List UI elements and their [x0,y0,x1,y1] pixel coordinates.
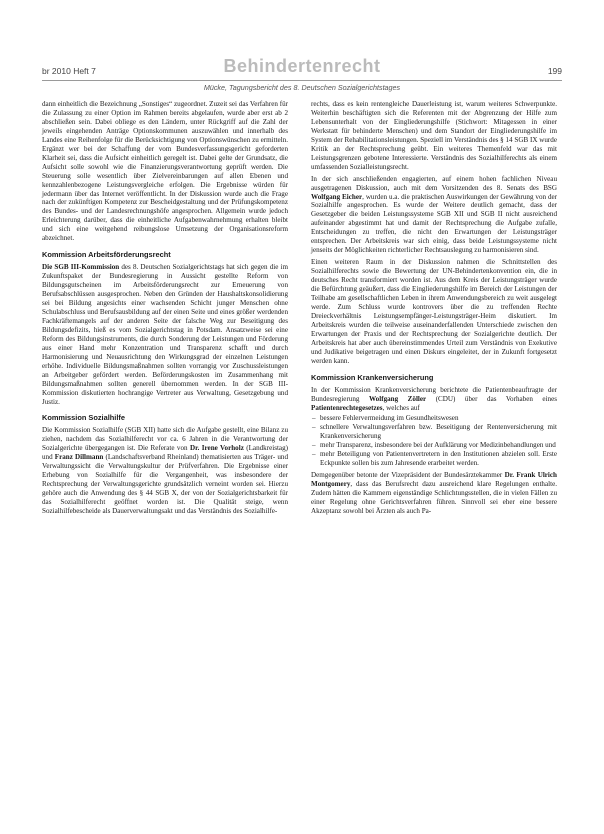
bullet-list [311,414,557,468]
right-column [311,100,557,516]
header-rule [42,80,562,81]
list-item: – bessere Fehlervermeidung im Gesundheitswesen [320,414,557,423]
paragraph [311,471,557,516]
section-heading: Kommission Krankenversicherung [311,372,434,382]
list-item: – mehr Transparenz, insbesondere bei der Aufklärung vor Medizinbehandlungen und [320,441,557,450]
list-item: – schnellere Verwaltungsverfahren bzw. Beseitigung der Rentenversicherung mit Krankenversicherung [320,423,557,441]
paragraph: rechts, dass es kein rentengleiche Dauerleistung ist, warum weiteres Schwerpunkte. Weiterhin beschäftigten sich die Referenten mit der Abgrenzung der Hilfe zum Lebensunterhalt von der Eingliederungshilfe (Stichwort: Mitagessen in einer Werkstatt für behinderte Menschen) und dem Standort der Eingliederungshilfe im System der Rehabilitationsleistungen. Speziell im Verständnis des § 14 SGB IX wurde Kritik an der Rechtsprechung geübt. Ein weiteres Themenfeld war das mit Leistungsgrenzen gebotene Interessierte. Verständnis des Sozialhilferechts als einem umfassenden Sozialleistungsrecht. [311,100,557,171]
page-number: 199 [547,66,562,76]
paragraph [311,175,557,256]
bold-text: Die SGB III-Kommission [42,263,120,272]
bold-text: Dr. Frank Ulrich Montgomery [311,471,558,489]
paragraph [311,386,557,413]
paragraph-text: In der Kommission Krankenversicherung berichtete die Patientenbeauftragte der Bundesregierung [311,385,557,403]
paragraph-text: In der sich anschließenden engagierten, auf einem hohen fachlichen Niveau ausgetragenen Diskussion, auch mit dem Vorsitzenden des 8. Senats des BSG [311,174,557,192]
running-subtitle: Mücke, Tagungsbericht des 8. Deutschen Sozialgerichtstages [203,83,401,92]
paragraph-text: (Landkreistag) und [42,444,288,462]
bold-text: Franz Dillmann [54,453,104,462]
paragraph [42,263,288,406]
paragraph-text: , wurden u.a. die praktischen Auswirkungen der Gewährung von der Sozialhilfe angesprochen. Es wurde der Weitere deutlich gemacht, dass der Gesetzgeber die beiden Leistungssysteme SGB XII und SGB II nicht ausreichend aufeinander abgestimmt hat und damit der Rechtsprechung die Aufgabe zufalle, Entscheidungen zu treffen, die nicht den Erwartungen der Leistungsträger entsprechen. Der Arbeitskreis war sich einig, dass beide Leistungssysteme nicht jenseits der Möglichkeiten richterlicher Rechtsauslegung zu harmonisieren sind. [311,192,557,255]
journal-title: Behindertenrecht [223,56,381,76]
bold-text: Wolfgang Eicher [311,192,363,201]
paragraph-text: des 8. Deutschen Sozialgerichtstags hat sich gegen die im Zukunftspaket der Bundesregierung in Aussicht gestellte Reform von Bildungsgutscheinen im Arbeitsförderungsrecht zur Erneuerung von Berufsabschlüssen ausgesprochen. Neben den Gründen der Haushaltskonsolidierung sei bei Bildung angesichts einer wachsenden Schicht junger Menschen ohne Schulabschluss und Berufsausbildung auf der einen Seite und eines größer werdenden Fachkräftemangels auf der anderen Seite der falsche Weg zur Beseitigung des Bildungsdefizits, hieß es vom Sozialgerichtstag in Potsdam. Ansatzweise sei eine Reform des Bildungsinstruments, die durch Sonderung der Leistungen und Förderung aus einer Hand mehr Konzentration und Transparenz schafft und durch Harmonisierung und Neuausrichtung den Wirkungsgrad der einzelnen Leistungen erhöhe. Individuelle Bildungsmaßnahmen sollten vorrangig vor Zuschussleistungen an Arbeitgeber gefördert werden. Beförderungskosten im Zusammenhang mit Bildungsmaßnahmen sollten generell übernommen werden. In der SGB III-Kommission diskutierten hochrangige Vertreter aus Verwaltung, Gesetzgebung und Justiz. [42,263,288,406]
paragraph-text: , dass das Berufsrecht dazu ausreichend klare Regelungen enthalte. Zudem hätten die Kammern eigenständige Schlichtungsstellen, die in vielen Fällen zu einer Regelung ohne Gerichtsverfahren führen. Sinnvoll sei eher eine bessere Akzeptanz sowohl bei Ärzten als auch Pa- [311,480,557,515]
paragraph-text: Demgegenüber betonte der Vizepräsident der Bundesärztekammer [311,471,505,480]
bold-text: Wolfgang Zöller [368,394,427,403]
list-item: – mehr Beteiligung von Patientenvertretern in den Institutionen abzielen soll. Erste Eckpunkte sollen bis zum Jahresende erarbeitet werden. [320,450,557,468]
left-column [42,100,288,516]
paragraph-text: Die Kommission Sozialhilfe (SGB XII) hatte sich die Aufgabe gestellt, eine Bilanz zu ziehen, nachdem das Sozialhilferecht vor ca. 6 Jahren in die Verantwortung der Sozialgerichte übergegangen ist. Die Referate von [42,426,288,453]
paragraph-text: (Landschaftsverband Rheinland) thematisierten aus Träger- und Verwaltungssicht die Verwaltungskultur der Prüfverfahren. Die Ergebnisse einer Erhebung von Sozialhilfe für die Vergangenheit, was insbesondere der Rechtsprechung der Verwaltungsgerichte grundsätzlich verneint worden sei. Hierzu gehöre auch die Anwendung des § 44 SGB X, der von der Sozialgerichtsbarkeit für das Sozialhilferecht geöffnet worden ist. Die Qualität steige, wenn Sozialhilfebescheide als Dauerverwaltungsakt und das Verständnis des Sozialhilfe- [42,453,288,515]
paragraph: Einen weiteren Raum in der Diskussion nahmen die Schnittstellen des Sozialhilferechts sowie die Bewertung der UN-Behindertenkonvention ein, die in deutsches Recht transformiert worden ist. Aus dem Kreis der Leistungsträger wurde die Befürchtung geäußert, dass die Eingliederungshilfe im Bereich der Leistungen der Teilhabe am gesellschaftlichen Leben in ihrem Anwendungsbereich zu weit ausgelegt werde. Zum Schluss wurde kontrovers über die zu treffenden Rechte Dreieckverhältnis Leistungsempfänger-Leistungsträger-Heim diskutiert. Im Arbeitskreis wurden die teilweise auseinanderfallenden Unterschiede zwischen den Erwartungen der Praxis und der Rechtsprechung der Sozialgerichte deutlich. Der Arbeitskreis hat aber auch übereinstimmendes Urteil zum Verständnis von Exekutive und Judikative beigetragen und einen Diskurs eingeleitet, der in Zukunft fortgesetzt werden kann. [311,258,557,365]
section-heading: Kommission Sozialhilfe [42,413,125,423]
section-heading: Kommission Arbeitsförderungsrecht [42,250,171,260]
paragraph-text: (CDU) über das Vorhaben eines [426,394,557,403]
paragraph-text: , welches auf [382,403,420,412]
bold-text: Dr. Irene Vorholz [189,444,244,453]
paragraph [42,426,288,516]
page-header [42,54,562,92]
bold-text: Patientenrechtegesetzes [311,403,383,412]
journal-issue: br 2010 Heft 7 [42,66,96,76]
paragraph: dann einheitlich die Bezeichnung „Sonstiges“ zugeordnet. Zuzeit sei das Verfahren für die Zulassung zu einer Option im Rahmen bereits abgelaufen, wurde aber erst ab 2 abschließen sein. Dabei obliege es den Ländern, unter Rückgriff auf die Zahl der jeweils eingehenden Anträge Optionskommunen auszuwählen und innerhalb des Landes eine Reihenfolge für die Berücksichtigung von Optionswünschen zu ermitteln. Ergänzt wer bei der Schaffung der vom Bundesverfassungsgericht geforderten Klarheit sei, dass die Aufsicht einheitlich geregelt ist. Dabei gelte der Grundsatz, die Aufsicht solle sowohl wie die Finanzierungsverantwortung geprüft werden. Die Steuerung solle wesentlich über Zielvereinbarungen auf allen Ebenen und kennzahlenbezogene Leistungsvergleiche erfolgen. Die Ergebnisse würden für jedermann über das Internet veröffentlicht. In der Diskussion wurde auch die Frage nach der zukünftigen Kompetenz zur Bescheidgestaltung und der Prüfungskompetenz des Bundes- und der Landesrechnungshöfe angesprochen. Allgemein wurde jedoch Erleichterung darüber, dass die einheitliche Aufgabenwahrnehmung erhalten bleibt und sich eine weitgehend reibungslose Umsetzung der Organisationsreform abzeichnet. [42,100,288,243]
